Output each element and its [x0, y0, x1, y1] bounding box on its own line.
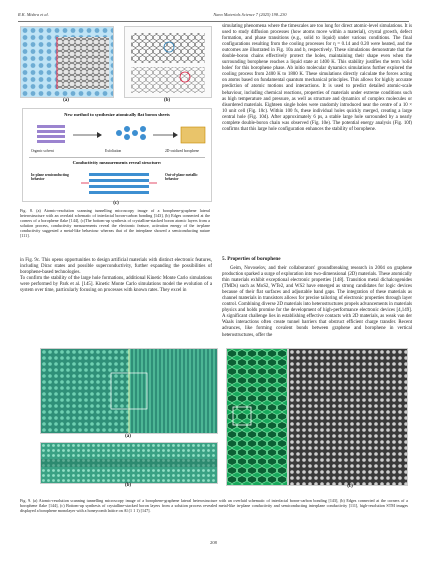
- fig9-panel-c-label: (c): [347, 484, 353, 489]
- fig9-panel-b-image: [40, 442, 218, 484]
- fig8-panel-c-image: [22, 108, 212, 202]
- section-5-text: Geim, Novoselov, and their collaborators' groundbreaking research in 2004 on graphene production sparked a surge of exploration into two-dimensional (2D) materials. These atomically thin materials exhibit exceptional electronic properties [148]. Transition metal dichalcogenides (TMDs) such as MoS2, WTe2, and WS2 have emerged as strong candidates for logic devices because of their flat surfaces and adjustable band gaps. The integration of these materials as channel materials in transistors allows for precise tailoring of electronic properties through layer control. Combining diverse 2D materials into heterostructures propels advancements in materials physics and holds promise for the development of high-performance electronic devices [4,149]. A significant challenge lies in establishing effective contacts with 2D materials, as weak van der Waals interactions often create tunnel barriers that obstruct efficient charge transfer. Recent advances, like forming covalent bonds between graphene and borophene in vertical heterostructures, offer the: [222, 266, 413, 338]
- fig9-panel-a-stm: [41, 349, 217, 433]
- fig8-panel-c-conductivity-diagram: [79, 169, 159, 197]
- fig8-panel-c-outofplane-label: Out-of-plane metallic behavior: [165, 173, 198, 181]
- fig9-caption: Fig. 9. (a) Atomic-resolution scanning tunnelling microscopy image of a borophene-graphene lateral heterostructure with an overlaid schematic of interfacial boron-carbon bonding [143], (b) Edges connected at the corners of a borophene flake [144], (c) Bottom-up synthesis of crystalline-stacked boron layers from a solution process revealed metal-like in-plane conductivity and semiconducting interplane conductivity [111], high-resolution STM images displayed a borophene monolayer with a honeycomb lattice on Al (1 1 1) [147].: [20, 498, 408, 514]
- fig8-panel-c-borophene-label: 2D-oxidized borophene: [165, 149, 200, 153]
- fig8-panel-b-flake: [125, 27, 211, 97]
- fig9-panel-b-label: (b): [124, 483, 132, 488]
- header-rule: [18, 21, 409, 22]
- fig9-panel-a-image: [40, 348, 218, 434]
- fig9-panel-c-right-stm: [289, 349, 407, 485]
- fig8-panel-c-divider: [29, 157, 205, 158]
- section-5-heading: 5. Properties of borophene: [222, 256, 281, 262]
- fig8-caption: Fig. 8. (a) Atomic-resolution scanning tunnelling microscopy image of a borophene-graphene lateral heterostructure with an overlaid schematic of interfacial boron-carbon bonding [143], (b) Edges connected at the corners of a borophene flake [144], (c)The bottom-up synthesis of crystalline-stacked boron atomic layers from a solution process, conductivity measurements reveal the electronic feature, activation energy of the in-plane conductivity suggested a metal-like behaviour whereas that of the interplane showed a semiconducting nature [111].: [20, 208, 210, 239]
- running-header-journal: Nano Materials Science 7 (2025) 198–230: [213, 12, 287, 17]
- fig8-panel-c-subtitle: Conductivity measurements reveal structure:: [72, 160, 162, 165]
- fig8-panel-b-image: [124, 26, 212, 98]
- fig8-panel-c-organic-label: Organic solvent: [31, 149, 54, 153]
- left-column-text: in Fig. 9c. This opens opportunities to design artificial materials with distinct electronic features, including Dirac states and possible superconductivity, further expanding the possibilities of borophene-based technologies. To confirm the stability of the large hole formations, additional Kinetic Monte Carlo simulations were performed by Park et al. [145]. Kinetic Monte Carlo simulations model the evolution of a system over time, particularly focusing on processes with known rates. They excel in: [20, 258, 212, 294]
- running-header-authors: R.K. Mishra et al.: [18, 12, 49, 17]
- fig9-panel-b-stm: [41, 443, 217, 483]
- fig9-panel-a-label: (a): [125, 434, 131, 439]
- page-number: 208: [210, 540, 217, 545]
- right-column-text: simulating phenomena where the timescales are too long for direct atomic-level simulations. It is used to study diffusion processes (how atoms move within a material), crystal growth, defect formation, and phase transitions (e.g., solid to liquid) under various conditions. The final configurations resulting from the cooling processes for η = 0.14 and 0.20 were heated, and the outcomes are illustrated in Fig. 10a and b, respectively. These simulations demonstrate that the double-boron chains effectively protect the holes, maintaining their shape even when the surrounding borophene reaches a liquid state at 1400 K. This stability justifies the term 'solid holes' for this borophene phase. Ab initio molecular dynamics simulations further explored the cooling process from 2400 K to 1800 K. These simulations directly calculate the forces acting on atoms based on fundamental quantum mechanical principles. This allows for highly accurate prediction of atomic motions and interactions. It is used to predict detailed atomic-scale behaviour, including chemical reactions, properties of materials under extreme conditions such as high temperature and pressure, as well as structure and dynamics of complex molecules or disordered materials. Eighteen single holes were randomly introduced near the centre of a 10 × 10 unit cell (Fig. 10c). Within 100 fs, these individual holes quickly merged, creating a large central hole (Fig. 10d). After approximately 6 ps, a stable large hole surrounded by a nearly complete double-boron chain was observed (Fig. 10e). The potential energy analysis (Fig. 10f) confirms that this large hole configuration enhances the stability of borophene.: [222, 24, 412, 132]
- fig8-panel-a-image: [20, 26, 114, 98]
- fig9-panel-c-left-image: [226, 348, 288, 486]
- fig8-panel-c-exfoliation-label: Exfoliation: [105, 149, 122, 153]
- fig8-panel-c-title: New method to synthesize atomically flat boron sheets: [64, 112, 170, 117]
- fig9-panel-c-right-image: [288, 348, 408, 486]
- fig9-panel-c-left-stm: [227, 349, 287, 485]
- fig8-panel-a-label: (a): [63, 98, 69, 103]
- fig8-panel-c-inplane-label: In-plane semiconducting behavior: [31, 173, 69, 181]
- fig8-panel-b-label: (b): [163, 98, 171, 103]
- fig8-panel-c-label: (c): [113, 201, 119, 206]
- fig8-panel-a-stm: [21, 27, 113, 97]
